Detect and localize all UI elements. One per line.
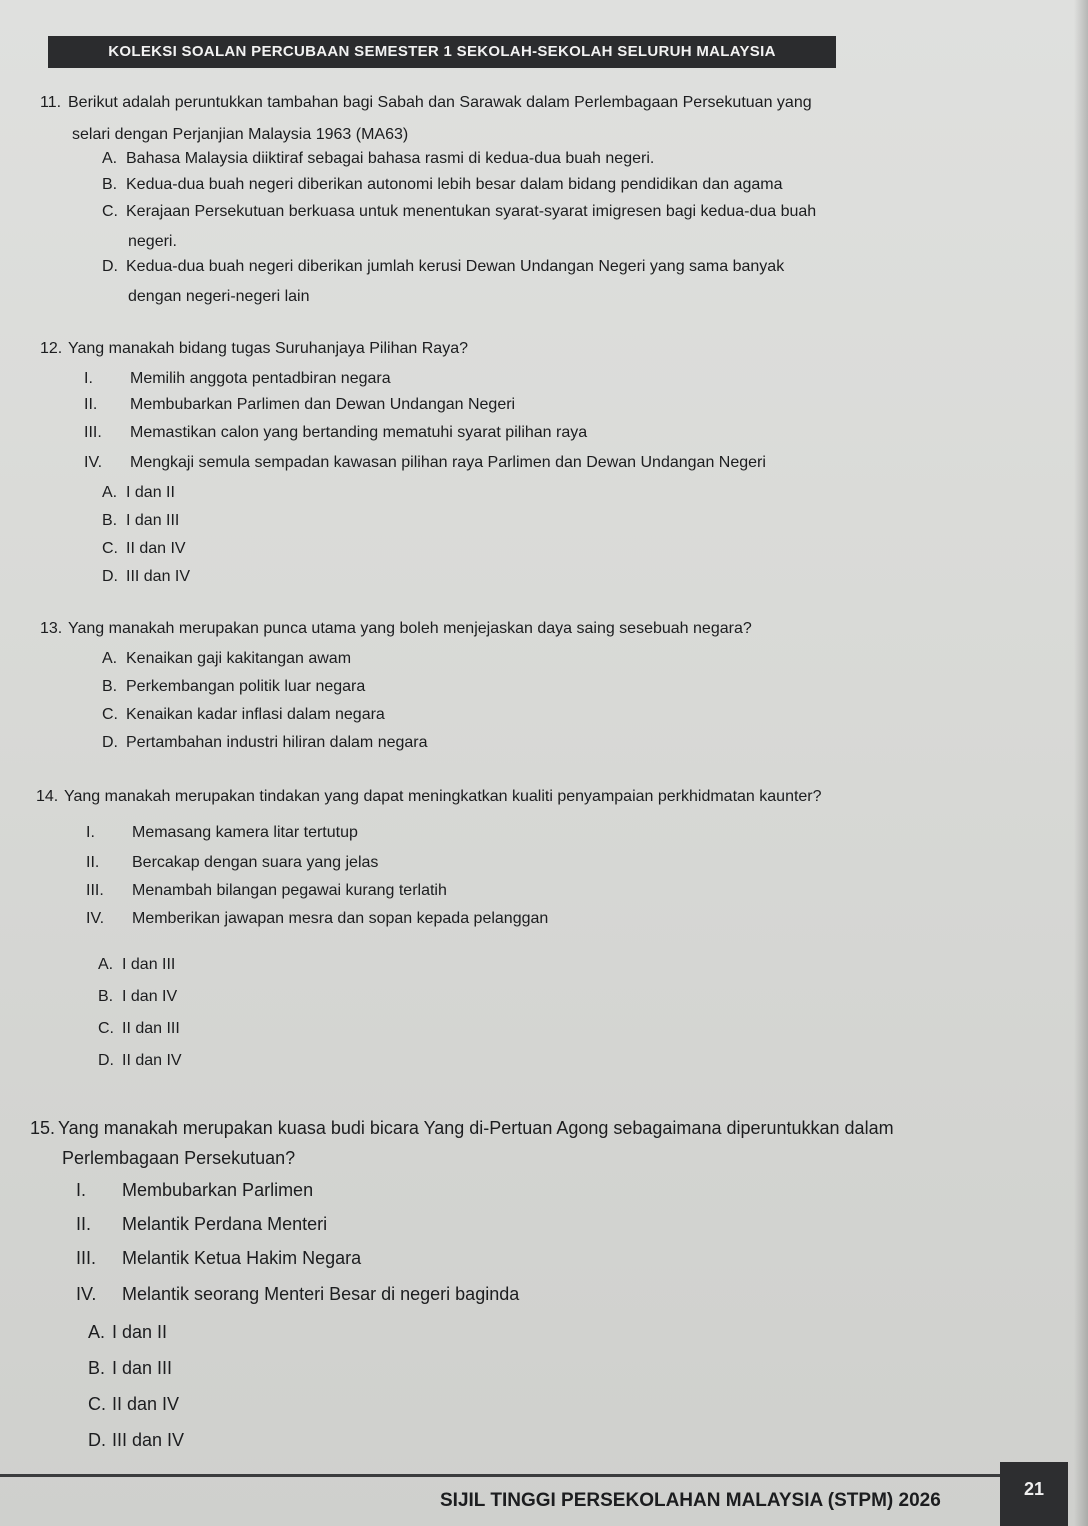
option-text: II dan III (122, 1020, 180, 1037)
statement-roman: IV. (84, 454, 103, 471)
option-text: II dan IV (122, 1052, 182, 1069)
option-text: I dan III (122, 956, 176, 973)
page-number: 21 (1000, 1462, 1068, 1526)
statement-ii (86, 854, 378, 872)
option-c[interactable] (102, 540, 186, 558)
statement-text: Melantik Perdana Menteri (122, 1214, 328, 1234)
footer-exam-title: SIJIL TINGGI PERSEKOLAHAN MALAYSIA (STPM) 2026 (440, 1490, 941, 1511)
option-text: Kenaikan kadar inflasi dalam negara (126, 706, 385, 723)
question-number: 14. (36, 788, 59, 805)
option-text: III dan IV (126, 568, 191, 585)
option-letter: D. (102, 258, 118, 275)
statement-roman: IV. (76, 1284, 97, 1304)
option-letter: C. (102, 706, 118, 723)
option-text: II dan IV (126, 540, 186, 557)
option-letter: D. (98, 1052, 114, 1069)
statement-iv (76, 1284, 519, 1305)
option-text: I dan III (112, 1358, 173, 1378)
statement-roman: II. (86, 854, 100, 871)
option-a[interactable] (98, 956, 175, 974)
question-stem-text: Yang manakah merupakan kuasa budi bicara Yang di-Pertuan Agong sebagaimana diperuntukkan dalam (58, 1118, 894, 1138)
option-letter: A. (102, 484, 118, 501)
option-c[interactable] (102, 706, 385, 724)
statement-text: Melantik seorang Menteri Besar di negeri baginda (122, 1284, 520, 1304)
option-letter: A. (102, 150, 118, 167)
statement-text: Menambah bilangan pegawai kurang terlatih (132, 882, 447, 899)
statement-text: Bercakap dengan suara yang jelas (132, 854, 379, 871)
statement-text: Memilih anggota pentadbiran negara (130, 370, 391, 387)
statement-text: Mengkaji semula sempadan kawasan pilihan raya Parlimen dan Dewan Undangan Negeri (130, 454, 766, 471)
option-letter: D. (88, 1430, 106, 1450)
statement-i (84, 370, 391, 388)
option-letter: C. (98, 1020, 114, 1037)
option-b[interactable] (102, 176, 782, 194)
statement-ii (84, 396, 515, 414)
option-text: Bahasa Malaysia diiktiraf sebagai bahasa rasmi di kedua-dua buah negeri. (126, 150, 655, 167)
option-text: Kedua-dua buah negeri diberikan autonomi lebih besar dalam bidang pendidikan dan agama (126, 176, 783, 193)
option-text: I dan III (126, 512, 180, 529)
question-number: 15. (30, 1118, 56, 1138)
option-c[interactable] (88, 1394, 179, 1415)
option-d[interactable] (102, 258, 784, 276)
option-b[interactable] (88, 1358, 172, 1379)
option-b[interactable] (98, 988, 177, 1006)
option-d[interactable] (102, 568, 190, 586)
statement-text: Membubarkan Parlimen dan Dewan Undangan Negeri (130, 396, 516, 413)
statement-iii (86, 882, 447, 900)
question-stem-text: Berikut adalah peruntukkan tambahan bagi Sabah dan Sarawak dalam Perlembagaan Persekutuan yang (68, 94, 812, 111)
statement-text: Membubarkan Parlimen (122, 1180, 314, 1200)
question-stem-line (40, 340, 468, 358)
question-stem-line: selari dengan Perjanjian Malaysia 1963 (MA63) (72, 126, 409, 143)
statement-text: Memberikan jawapan mesra dan sopan kepada pelanggan (132, 910, 549, 927)
statement-ii (76, 1214, 327, 1235)
statement-iii (84, 424, 587, 442)
statement-iv (84, 454, 766, 472)
question-stem-text: Yang manakah bidang tugas Suruhanjaya Pilihan Raya? (68, 340, 468, 357)
option-letter: C. (102, 540, 118, 557)
statement-iv (86, 910, 548, 928)
option-letter: A. (88, 1322, 106, 1342)
option-c[interactable] (102, 203, 816, 221)
statement-text: Melantik Ketua Hakim Negara (122, 1248, 362, 1268)
option-b[interactable] (102, 512, 179, 530)
statement-roman: III. (86, 882, 104, 899)
option-letter: B. (102, 678, 118, 695)
statement-roman: II. (76, 1214, 92, 1234)
option-text-continued: dengan negeri-negeri lain (128, 288, 310, 305)
option-text: Kerajaan Persekutuan berkuasa untuk menentukan syarat-syarat imigresen bagi kedua-dua buah (126, 203, 817, 220)
option-text: Kenaikan gaji kakitangan awam (126, 650, 352, 667)
option-letter: C. (88, 1394, 106, 1414)
option-letter: A. (102, 650, 118, 667)
statement-roman: IV. (86, 910, 105, 927)
option-a[interactable] (102, 650, 351, 668)
option-letter: B. (102, 176, 118, 193)
statement-roman: I. (84, 370, 93, 387)
question-stem-line (36, 788, 822, 806)
page-header-title: KOLEKSI SOALAN PERCUBAAN SEMESTER 1 SEKOLAH-SEKOLAH SELURUH MALAYSIA (48, 36, 836, 68)
option-b[interactable] (102, 678, 365, 696)
option-text-continued: negeri. (128, 233, 177, 250)
question-stem-text: Yang manakah merupakan punca utama yang boleh menjejaskan daya saing sesebuah negara? (68, 620, 752, 637)
question-stem-line (40, 620, 752, 638)
option-d[interactable] (102, 734, 428, 752)
footer-divider (0, 1474, 1000, 1477)
option-text: Perkembangan politik luar negara (126, 678, 366, 695)
question-stem-line: Perlembagaan Persekutuan? (62, 1148, 296, 1168)
option-text: I dan II (112, 1322, 168, 1342)
statement-text: Memasang kamera litar tertutup (132, 824, 358, 841)
question-stem-line (30, 1118, 894, 1139)
question-number: 13. (40, 620, 63, 637)
option-text: Pertambahan industri hiliran dalam negara (126, 734, 428, 751)
statement-iii (76, 1248, 361, 1269)
option-d[interactable] (98, 1052, 182, 1070)
option-text: I dan II (126, 484, 175, 501)
question-number: 12. (40, 340, 63, 357)
question-stem-text: Yang manakah merupakan tindakan yang dapat meningkatkan kualiti penyampaian perkhidmatan kaunter? (64, 788, 822, 805)
option-letter: D. (102, 734, 118, 751)
option-a[interactable] (102, 484, 175, 502)
statement-roman: I. (86, 824, 95, 841)
option-c[interactable] (98, 1020, 180, 1038)
option-letter: C. (102, 203, 118, 220)
page-edge-shadow (1074, 0, 1088, 1526)
option-letter: D. (102, 568, 118, 585)
statement-roman: III. (76, 1248, 97, 1268)
option-letter: A. (98, 956, 114, 973)
statement-i (76, 1180, 313, 1201)
question-stem-line (40, 94, 812, 112)
option-d[interactable] (88, 1430, 184, 1451)
statement-roman: III. (84, 424, 102, 441)
statement-roman: I. (76, 1180, 87, 1200)
option-text: III dan IV (112, 1430, 185, 1450)
statement-text: Memastikan calon yang bertanding mematuhi syarat pilihan raya (130, 424, 588, 441)
statement-roman: II. (84, 396, 98, 413)
option-text: I dan IV (122, 988, 178, 1005)
question-number: 11. (40, 94, 62, 111)
statement-i (86, 824, 358, 842)
option-text: Kedua-dua buah negeri diberikan jumlah kerusi Dewan Undangan Negeri yang sama banyak (126, 258, 785, 275)
option-letter: B. (98, 988, 114, 1005)
option-text: II dan IV (112, 1394, 180, 1414)
option-a[interactable] (88, 1322, 167, 1343)
option-letter: B. (102, 512, 118, 529)
option-a[interactable] (102, 150, 654, 168)
option-letter: B. (88, 1358, 106, 1378)
